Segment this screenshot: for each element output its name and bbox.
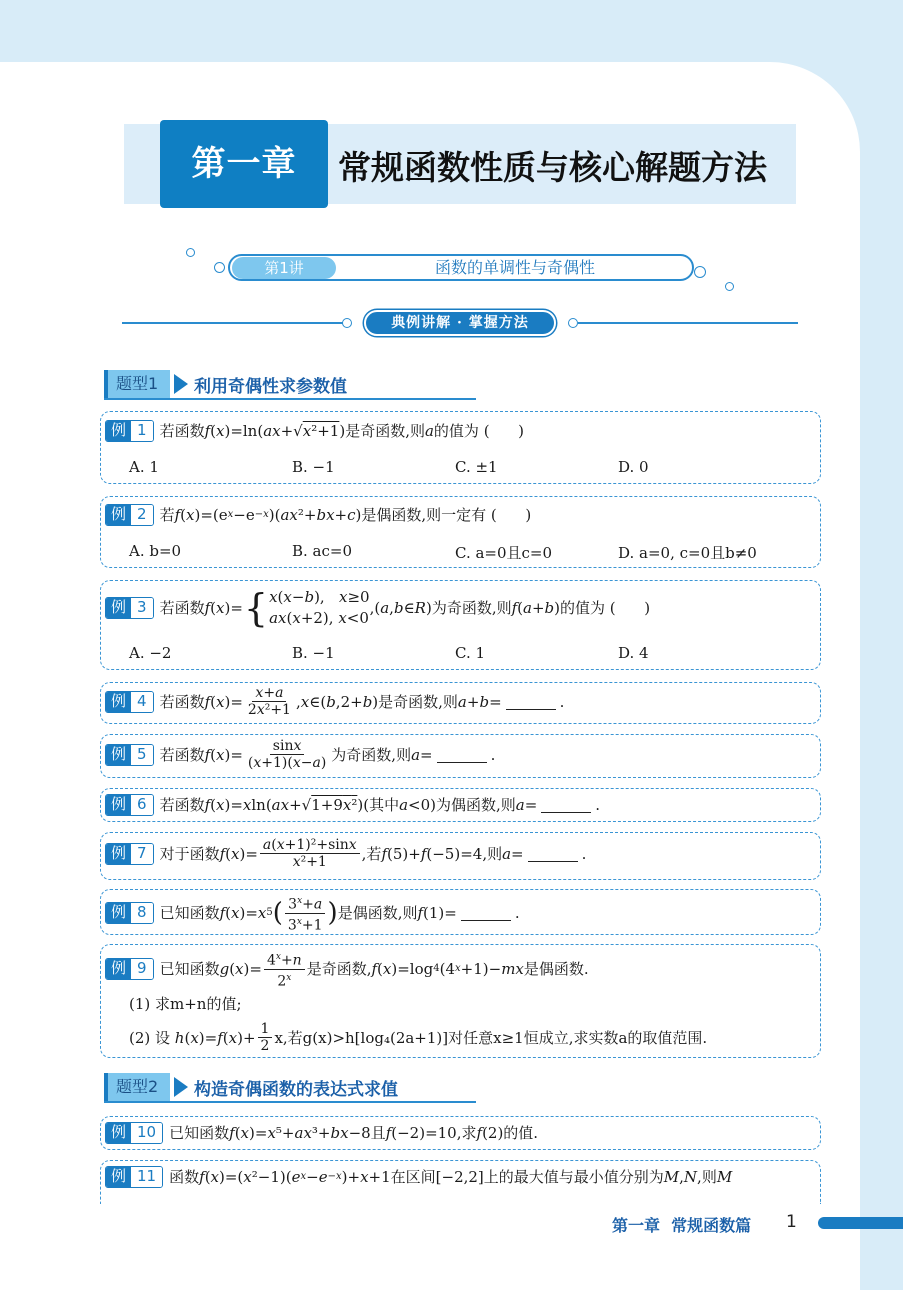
example-box-3 (100, 580, 821, 670)
option-b: B. ac=0 (292, 542, 353, 560)
divider-line (122, 322, 344, 324)
chapter-number: 第一章 (160, 120, 328, 208)
example-box-11 (100, 1160, 821, 1204)
option-b: B. −1 (292, 458, 335, 476)
example-label: 例 5 (105, 744, 154, 766)
example-box-2 (100, 496, 821, 568)
footer-chapter: 第一章 常规函数篇 (612, 1216, 752, 1235)
example-box-6 (100, 788, 821, 822)
example-stem: 例 9 已知函数 g ( x )= $\frac{4^x+n}{2^x}$ 是奇函数, f ( x )=log 4 (4 x +1)− mx 是偶函数. (105, 949, 589, 989)
example-stem: 例 8 已知函数 f ( x )= x 5 ( $\frac{3^x+a}{3^x+1}$ ) 是偶函数,则 f (1)= . (105, 893, 520, 933)
sub-question-1: (1) 求m+n的值; (129, 995, 242, 1013)
sub-question-2: (2) 设 h ( x )= f ( x )+ $\frac{1}{2}$ x,若g(x)>h[log₄(2a+1)]对任意x≥1恒成立,求实数a的取值范围. (129, 1021, 708, 1054)
underline (104, 1101, 476, 1103)
lecture-title: 函数的单调性与奇偶性 (434, 258, 595, 277)
arrow-icon (174, 1077, 188, 1097)
option-d: D. 4 (618, 644, 649, 662)
sub-question-2-tail: x,若g(x)>h[log₄(2a+1)]对任意x≥1恒成立,求实数a的取值范围. (274, 1029, 708, 1047)
example-box-9 (100, 944, 821, 1058)
divider-line (578, 322, 798, 324)
type-tag: 题型2 (104, 1073, 170, 1101)
option-d: D. a=0, c=0且b≠0 (618, 544, 757, 562)
ring-decoration (694, 266, 706, 278)
example-box-5 (100, 734, 821, 778)
option-c: C. ±1 (455, 458, 498, 476)
example-stem: 例 5 若函数 f ( x )= $\frac{\sin x}{(x+1)(x-a)}$ 为奇函数,则 a = . (105, 738, 495, 771)
example-stem: 例 1 若函数 f ( x )=ln( ax +√ x²+1 )是奇函数,则 a 的值为 ( ) (105, 420, 524, 442)
page-sheet (0, 62, 860, 1290)
example-label: 例 7 (105, 843, 154, 865)
option-b: B. −1 (292, 644, 335, 662)
option-c: C. a=0且c=0 (455, 544, 553, 562)
example-box-1 (100, 411, 821, 484)
example-box-8 (100, 889, 821, 935)
page-number: 1 (786, 1212, 797, 1232)
example-stem: 例 11 函数 f ( x )=( x ²−1)( e x − e −x )+ x +1在区间[−2,2]上的最大值与最小值分别为 M , N ,则 M (105, 1166, 732, 1188)
example-label: 例 4 (105, 691, 154, 713)
option-a: A. −2 (129, 644, 172, 662)
option-d: D. 0 (618, 458, 649, 476)
ring-decoration (568, 318, 578, 328)
example-stem: 例 7 对于函数 f ( x )= $\frac{\text{a(x+1)²+sinx}}{\text{x²+1}}$ ,若 f (5)+ f (−5)=4,则 a = . (105, 837, 586, 870)
example-box-10 (100, 1116, 821, 1150)
type-title: 构造奇偶函数的表达式求值 (194, 1080, 398, 1100)
arrow-icon (174, 374, 188, 394)
ring-decoration (725, 282, 734, 291)
example-box-4 (100, 682, 821, 724)
example-label: 例 10 (105, 1122, 163, 1144)
example-label: 例 11 (105, 1166, 163, 1188)
example-stem: 例 6 若函数 f ( x )= x ln( ax +√ 1+9x² )(其中 a <0)为偶函数,则 a = . (105, 794, 600, 816)
option-c: C. 1 (455, 644, 486, 662)
example-label: 例 8 (105, 902, 154, 924)
type-tag: 题型1 (104, 370, 170, 398)
option-a: A. b=0 (129, 542, 182, 560)
lecture-tag: 第1讲 (232, 257, 336, 279)
example-label: 例 9 (105, 958, 154, 980)
example-stem: 例 4 若函数 f ( x )= $\frac{x+a}{\text{2x²+1}}$ , x ∈( b ,2+ b )是奇函数,则 a + b = . (105, 685, 564, 718)
type-title: 利用奇偶性求参数值 (194, 377, 347, 397)
footer-bar (818, 1217, 903, 1229)
underline (104, 398, 476, 400)
example-label: 例 6 (105, 794, 154, 816)
example-label: 例 1 (105, 420, 154, 442)
ring-decoration (342, 318, 352, 328)
option-a: A. 1 (129, 458, 159, 476)
example-stem: 例 10 已知函数 f ( x )= x ⁵+ ax ³+ bx −8且 f (−2)=10,求 f (2)的值. (105, 1122, 538, 1144)
chapter-title: 常规函数性质与核心解题方法 (338, 148, 767, 187)
example-stem: 例 3 若函数 f ( x )= { x(x−b), x≥0 ax(x+2), x<0 ,( a , b ∈ R )为奇函数,则 f ( a + b )的值为 ( ) (105, 587, 650, 629)
example-label: 例 3 (105, 597, 154, 619)
example-box-7 (100, 832, 821, 880)
example-label: 例 2 (105, 504, 154, 526)
example-stem: 例 2 若 f ( x )=(e x −e −x )( ax ²+ bx + c )是偶函数,则一定有 ( ) (105, 504, 531, 526)
method-banner: 典例讲解 · 掌握方法 (364, 310, 556, 336)
ring-decoration (186, 248, 195, 257)
ring-decoration (214, 262, 225, 273)
